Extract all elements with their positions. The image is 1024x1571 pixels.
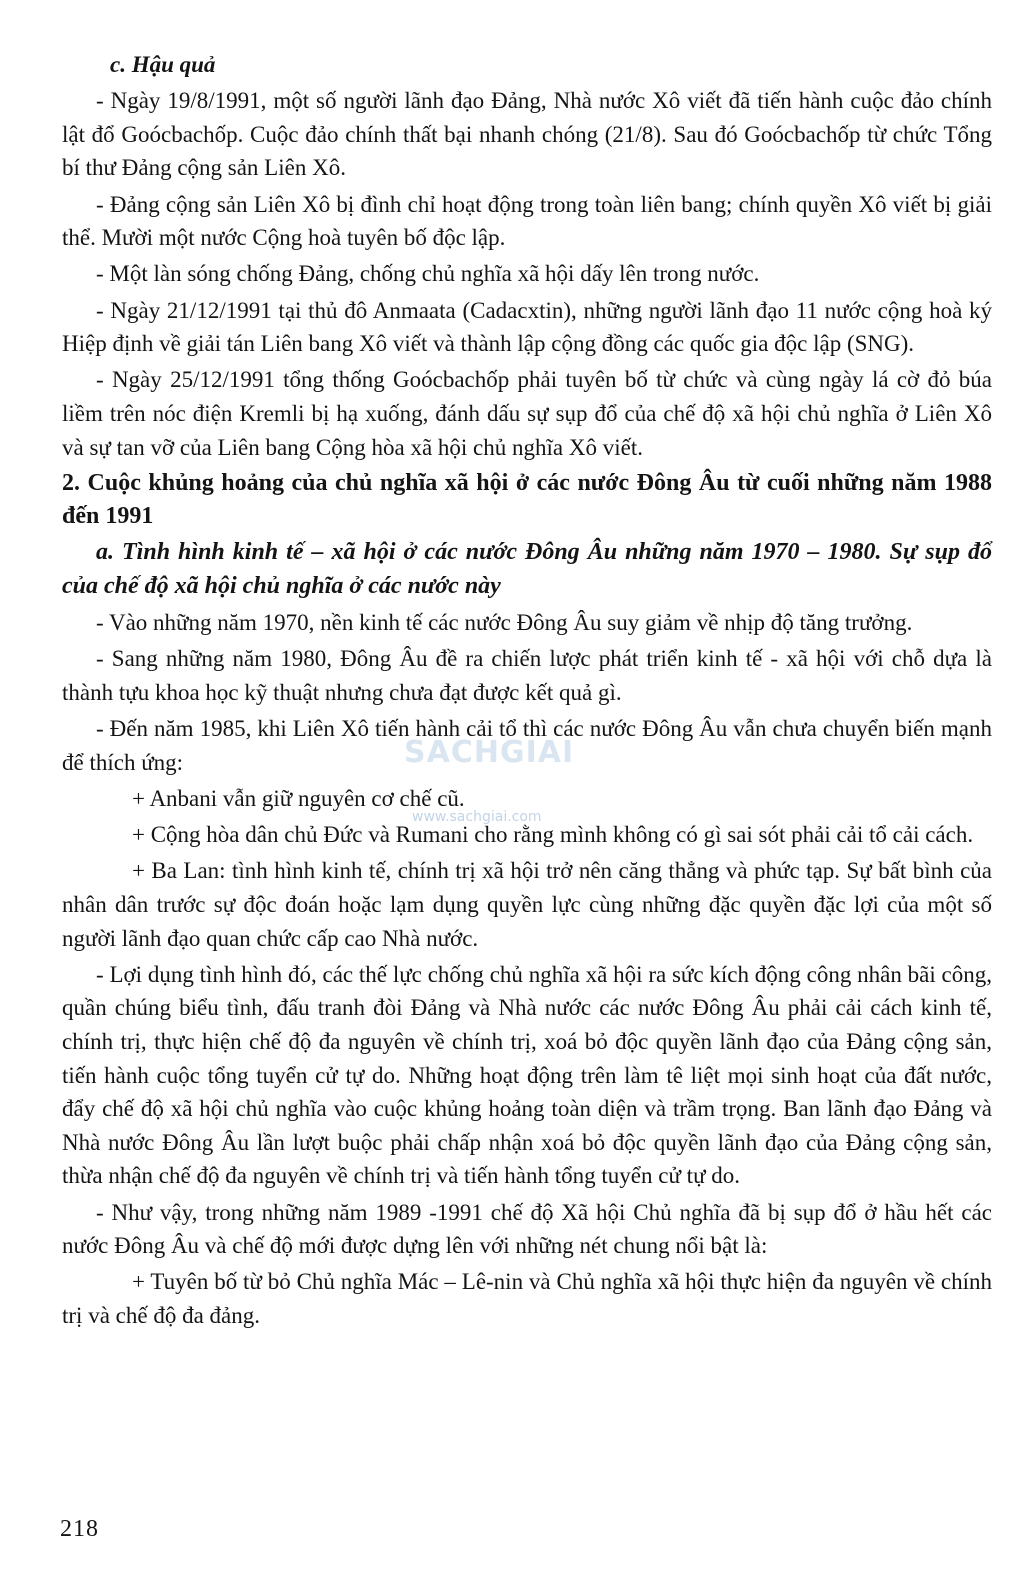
paragraph-5: - Ngày 25/12/1991 tổng thống Goócbachốp phải tuyên bố từ chức và cùng ngày lá cờ đỏ búa liềm trên nóc điện Kremli bị hạ xuống, đánh dấu sự sụp đổ của chế độ xã hội chủ nghĩa ở Liên Xô và sự tan vỡ của Liên bang Cộng hòa xã hội chủ nghĩa Xô viết. bbox=[62, 367, 992, 460]
section-heading-2: 2. Cuộc khủng hoảng của chủ nghĩa xã hội ở các nước Đông Âu từ cuối những năm 1988 đến 1991 bbox=[62, 469, 992, 530]
section-heading-hau-qua: c. Hậu quả bbox=[110, 52, 216, 77]
page-number: 218 bbox=[60, 1516, 99, 1542]
paragraph-6: - Vào những năm 1970, nền kinh tế các nước Đông Âu suy giảm về nhịp độ tăng trưởng. bbox=[96, 610, 913, 636]
paragraph-1: - Ngày 19/8/1991, một số người lãnh đạo Đảng, Nhà nước Xô viết đã tiến hành cuộc đảo chính lật đổ Goócbachốp. Cuộc đảo chính thất bại nhanh chóng (21/8). Sau đó Goócbachốp từ chức Tổng bí thư Đảng cộng sản Liên Xô. bbox=[62, 88, 992, 181]
document-page bbox=[62, 48, 992, 1335]
watermark-url: www.sachgiai.com bbox=[412, 809, 542, 825]
list-item-tuyen-bo: + Tuyên bố từ bỏ Chủ nghĩa Mác – Lê-nin và Chủ nghĩa xã hội thực hiện đa nguyên về chính trị và chế độ đa đảng. bbox=[62, 1269, 992, 1328]
list-item-anbani: + Anbani vẫn giữ nguyên cơ chế cũ. bbox=[132, 786, 465, 811]
paragraph-12: - Lợi dụng tình hình đó, các thế lực chống chủ nghĩa xã hội ra sức kích động công nhân bãi công, quần chúng biểu tình, đấu tranh đòi Đảng và Nhà nước các nước Đông Âu phải cải cách kinh tế, chính trị, thực hiện chế độ đa nguyên về chính trị, xoá bỏ độc quyền lãnh đạo của Đảng cộng sản, tiến hành cuộc tổng tuyển cử tự do. Những hoạt động trên làm tê liệt mọi sinh hoạt của đất nước, đẩy chế độ xã hội chủ nghĩa vào cuộc khủng hoảng toàn diện và trầm trọng. Ban lãnh đạo Đảng và Nhà nước Đông Âu lần lượt buộc phải chấp nhận xoá bỏ độc quyền lãnh đạo của Đảng cộng sản, thừa nhận chế độ đa nguyên về chính trị và tiến hành tổng tuyển cử tự do. bbox=[62, 961, 992, 1189]
subsection-heading-a: a. Tình hình kinh tế – xã hội ở các nước Đông Âu những năm 1970 – 1980. Sự sụp đổ của chế độ xã hội chủ nghĩa ở các nước này bbox=[62, 539, 992, 600]
paragraph-4: - Ngày 21/12/1991 tại thủ đô Anmaata (Cadacxtin), những người lãnh đạo 11 nước cộng hoà ký Hiệp định về giải tán Liên bang Xô viết và thành lập cộng đồng các quốc gia độc lập (SNG). bbox=[62, 297, 992, 357]
paragraph-7: - Sang những năm 1980, Đông Âu đề ra chiến lược phát triển kinh tế - xã hội với chỗ dựa là thành tựu khoa học kỹ thuật nhưng chưa đạt được kết quả gì. bbox=[62, 646, 992, 706]
watermark-logo: SACHGIAI bbox=[404, 735, 575, 770]
list-item-ba-lan: + Ba Lan: tình hình kinh tế, chính trị xã hội trở nên căng thẳng và phức tạp. Sự bất bình của nhân dân trước sự độc đoán hoặc lạm dụng quyền lực cùng những đặc quyền đặc lợi của một số người lãnh đạo quan chức cấp cao Nhà nước. bbox=[62, 858, 992, 951]
paragraph-2: - Đảng cộng sản Liên Xô bị đình chỉ hoạt động trong toàn liên bang; chính quyền Xô viết bị giải thể. Mười một nước Cộng hoà tuyên bố độc lập. bbox=[62, 191, 992, 251]
list-item-duc-rumani: + Cộng hòa dân chủ Đức và Rumani cho rằng mình không có gì sai sót phải cải tổ cải cách. bbox=[132, 822, 974, 848]
paragraph-13: - Như vậy, trong những năm 1989 -1991 chế độ Xã hội Chủ nghĩa đã bị sụp đổ ở hầu hết các nước Đông Âu và chế độ mới được dựng lên với những nét chung nổi bật là: bbox=[62, 1199, 992, 1259]
paragraph-8: - Đến năm 1985, khi Liên Xô tiến hành cải tổ thì các nước Đông Âu vẫn chưa chuyển biến mạnh để thích ứng: bbox=[62, 716, 992, 775]
paragraph-3: - Một làn sóng chống Đảng, chống chủ nghĩa xã hội dấy lên trong nước. bbox=[96, 261, 760, 287]
